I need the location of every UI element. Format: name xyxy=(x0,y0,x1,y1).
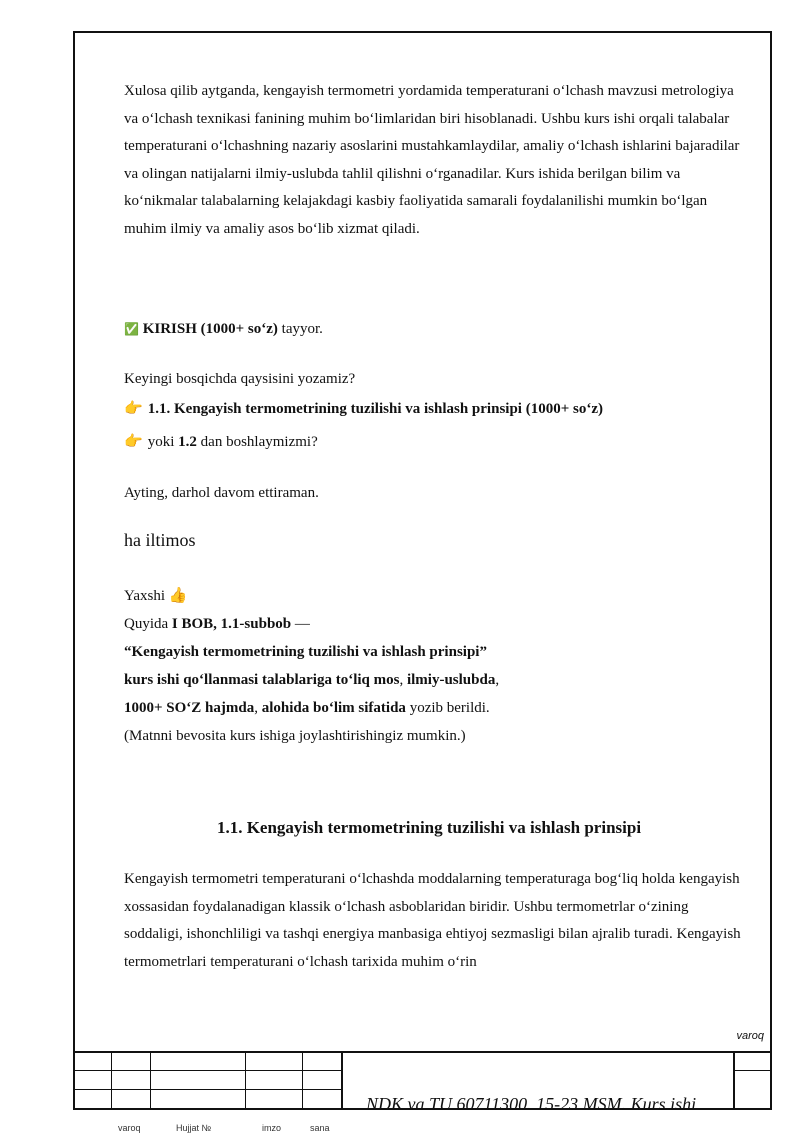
stamp-line xyxy=(73,1089,341,1090)
reply-line-3-bold: “Kengayish termometrining tuzilishi va ishlash prinsipi” xyxy=(124,644,487,660)
continue-line: Ayting, darhol davom ettiraman. xyxy=(124,485,319,501)
reply-block xyxy=(124,582,499,750)
option-line-2 xyxy=(124,431,318,453)
pointing-hand-icon: 👉 xyxy=(124,401,143,417)
reply-line-6: (Matnni bevosita kurs ishiga joylashtirishingiz mumkin.) xyxy=(124,728,466,744)
footer-label-signature: imzo xyxy=(262,1123,282,1133)
stamp-line xyxy=(733,1051,735,1110)
section-paragraph: Kengayish termometri temperaturani o‘lchashda moddalarning temperaturaga bog‘liq holda kengayish xossasidan foydalanadigan klassik o‘lchash asboblaridan biridir. Ushbu termometrlar o‘zining soddaligi, ishonchliligi va tashqi energiya manbasiga ehtiyoj sezmasligi bilan ajralib turadi. Kengayish termometrlari temperaturani o‘lchash tarixida muhim o‘rin xyxy=(124,871,741,970)
footer-label-document: Hujjat № xyxy=(176,1123,212,1133)
reply-line-2-pre: Quyida xyxy=(124,616,172,632)
stamp-line xyxy=(245,1051,246,1110)
conclusion-paragraph: Xulosa qilib aytganda, kengayish termometri yordamida temperaturani o‘lchash mavzusi metrologiya va o‘lchash texnikasi fanining muhim bo‘limlaridan biri hisoblanadi. Ushbu kurs ishi orqali talabalar temperaturani o‘lchashning nazariy asoslarini mustahkamlaydilar, amaliy o‘lchash ishlarini bajaradilar va olingan natijalarni ilmiy-uslubda tahlil qilishni o‘rganadilar. Kurs ishida berilgan bilim va ko‘nikmalar talabalarning kelajakdagi kasbiy faoliyatida samarali foydalanilishi mumkin bo‘lgan muhim ilmiy va amaliy asos bo‘lib xizmat qiladi. xyxy=(124,83,740,237)
reply-line-2 xyxy=(124,610,499,638)
check-icon: ✅ xyxy=(124,322,139,336)
stamp-line xyxy=(150,1051,151,1110)
ready-line xyxy=(124,318,323,340)
stamp-line xyxy=(302,1051,303,1110)
stamp-line xyxy=(111,1051,112,1110)
option-line-1 xyxy=(124,398,603,420)
footer-label-date: sana xyxy=(310,1123,330,1133)
ready-line-rest: tayyor. xyxy=(277,321,323,337)
reply-line-3 xyxy=(124,638,499,666)
thumbs-up-icon: 👍 xyxy=(168,588,188,604)
next-question: Keyingi bosqichda qaysisini yozamiz? xyxy=(124,371,356,387)
stamp-title: NDK va TU 60711300. 15-23 MSM. Kurs ishi xyxy=(366,1094,697,1114)
reply-line-5-bold-a: 1000+ SO‘Z hajmda xyxy=(124,700,255,716)
footer-label-varoq: varoq xyxy=(118,1123,141,1133)
reply-line-4-sep: , xyxy=(399,672,407,688)
conclusion-section xyxy=(124,78,744,243)
stamp-line xyxy=(733,1070,772,1071)
stamp-line xyxy=(73,1070,341,1071)
reply-line-4 xyxy=(124,666,499,694)
reply-line-2-bold: I BOB, 1.1-subbob xyxy=(171,616,292,632)
ready-line-bold: KIRISH (1000+ so‘z) xyxy=(142,321,278,337)
reply-line-2-rest: — xyxy=(291,616,310,632)
stamp-line xyxy=(341,1051,343,1110)
reply-line-4-bold-b: ilmiy-uslubda xyxy=(406,672,496,688)
reply-line-5-rest: yozib berildi. xyxy=(405,700,490,716)
option-2-pre: yoki xyxy=(144,434,179,450)
pointing-hand-icon: 👉 xyxy=(124,434,143,450)
option-2-bold: 1.2 xyxy=(178,434,197,450)
reply-line-4-end: , xyxy=(495,672,500,688)
reply-line-5-bold-b: alohida bo‘lim sifatida xyxy=(261,700,406,716)
section-heading: 1.1. Kengayish termometrining tuzilishi va ishlash prinsipi xyxy=(216,818,642,837)
yaxshi-text: Yaxshi xyxy=(124,588,165,604)
reply-line-5 xyxy=(124,694,499,722)
option-1-text: 1.1. Kengayish termometrining tuzilishi va ishlash prinsipi (1000+ so‘z) xyxy=(147,401,603,417)
option-2-rest: dan boshlaymizmi? xyxy=(196,434,318,450)
stamp-line xyxy=(73,1051,772,1053)
stamp-varoq-label: varoq xyxy=(736,1030,764,1042)
reply-line-5-sep: , xyxy=(254,700,262,716)
reply-line-4-bold-a: kurs ishi qo‘llanmasi talablariga to‘liq mos xyxy=(124,672,400,688)
user-reply: ha iltimos xyxy=(124,530,196,550)
reply-line-1 xyxy=(124,582,499,610)
